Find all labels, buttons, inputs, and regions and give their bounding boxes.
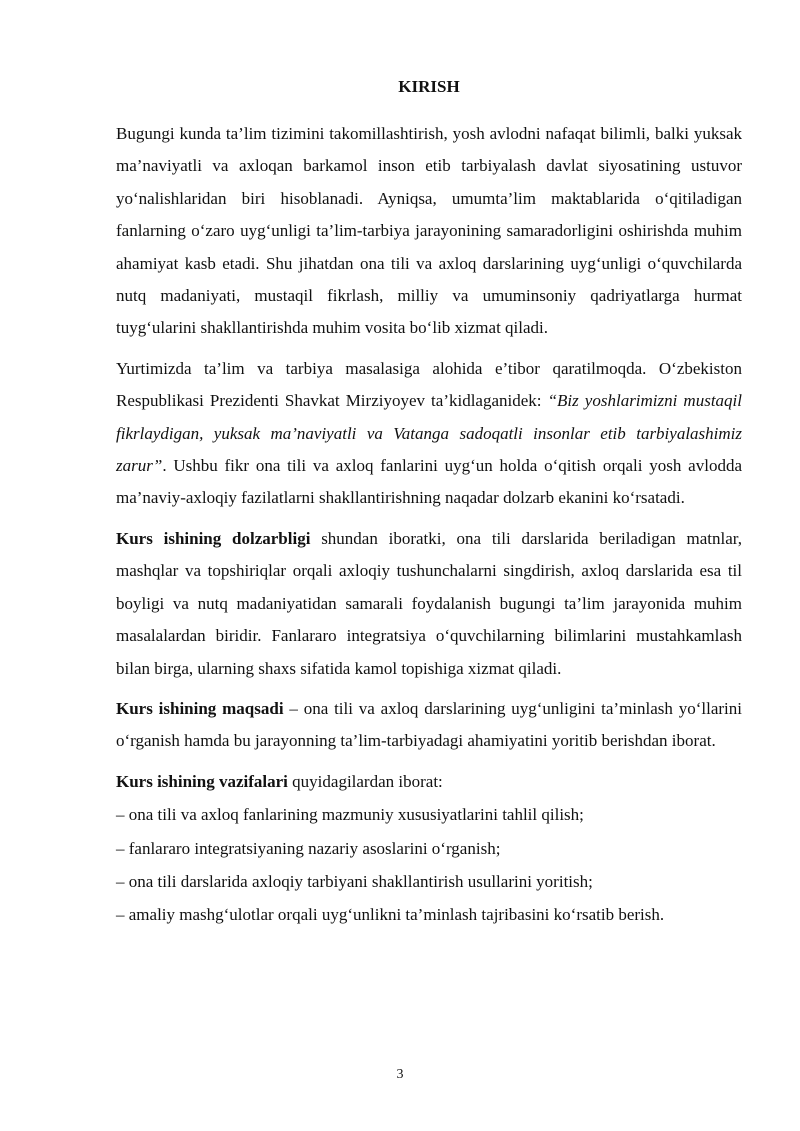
quote-follow-text: . Ushbu fikr ona tili va axloq fanlarini uyg‘un holda o‘qitish orqali yosh avlodda ma’naviy-axloqiy fazilatlarni shakllantirishning naqadar dolzarb ekanini ko‘rsatadi. [116,456,742,508]
task-item: – ona tili va axloq fanlarining mazmuniy xususiyatlarini tahlil qilish; [116,805,584,825]
paragraph-tasks [116,766,742,798]
tasks-list [116,798,742,932]
president-quote: “Biz yoshlarimizni mustaqil fikrlaydigan, yuksak ma’naviyatli va Vatanga sadoqatli insonlar etib tarbiyalashimiz zarur” [116,391,742,476]
task-item: – fanlararo integratsiyaning nazariy asoslarini o‘rganish; [116,838,501,858]
relevance-text: shundan iboratki, ona tili darslarida beriladigan matnlar, mashqlar va topshiriqlar orqali axloqiy tushunchalarni singdirish, axloq darslarida esa til boyligi va nutq madaniyatidan samarali foydalanish bugungi ta’lim jarayonida muhim masalalardan biridir. Fanlararo integratsiya o‘quvchilarning bilimlarini mustahkamlash bilan birga, ularning shaxs sifatida kamol topishiga xizmat qiladi. [116,528,742,678]
tasks-heading: Kurs ishining vazifalari [116,771,288,791]
goal-heading: Kurs ishining maqsadi [116,698,284,718]
quote-lead-text: Yurtimizda ta’lim va tarbiya masalasiga alohida e’tibor qaratilmoqda. O‘zbekiston Respublikasi Prezidenti Shavkat Mirziyoyev ta’kidlaganidek: [116,358,742,411]
document-page [116,74,742,932]
paragraph-relevance [116,523,742,685]
section-title: KIRISH [398,77,460,96]
task-item: – amaliy mashg‘ulotlar orqali uyg‘unlikni ta’minlash tajribasini ko‘rsatib berish. [116,905,665,925]
tasks-intro-text: quyidagilardan iborat: [287,771,443,791]
relevance-heading: Kurs ishining dolzarbligi [116,528,311,548]
paragraph-intro: Bugungi kunda ta’lim tizimini takomillashtirish, yosh avlodni nafaqat bilimli, balki yuksak ma’naviyatli va axloqan barkamol inson etib tarbiyalash davlat siyosatining ustuvor yo‘nalishlaridan biri hisoblanadi. Ayniqsa, umumta’lim maktablarida o‘qitiladigan fanlarning o‘zaro uyg‘unligi ta’lim-tarbiya jarayonining samaradorligini oshirishda muhim ahamiyat kasb etadi. Shu jihatdan ona tili va axloq darslarining uyg‘unligi o‘quvchilarda nutq madaniyati, mustaqil fikrlash, milliy va umuminsoniy qadriyatlarga hurmat tuyg‘ularini shakllantirishda muhim vosita bo‘lib xizmat qiladi. [116,124,742,338]
paragraph-president-quote [116,353,742,515]
paragraph-goal [116,693,742,758]
goal-text: – ona tili va axloq darslarining uyg‘unligini ta’minlash yo‘llarini o‘rganish hamda bu jarayonning ta’lim-tarbiyadagi ahamiyatini yoritib berishdan iborat. [116,698,742,751]
page-number: 3 [396,1067,404,1082]
task-item: – ona tili darslarida axloqiy tarbiyani shakllantirish usullarini yoritish; [116,871,593,891]
